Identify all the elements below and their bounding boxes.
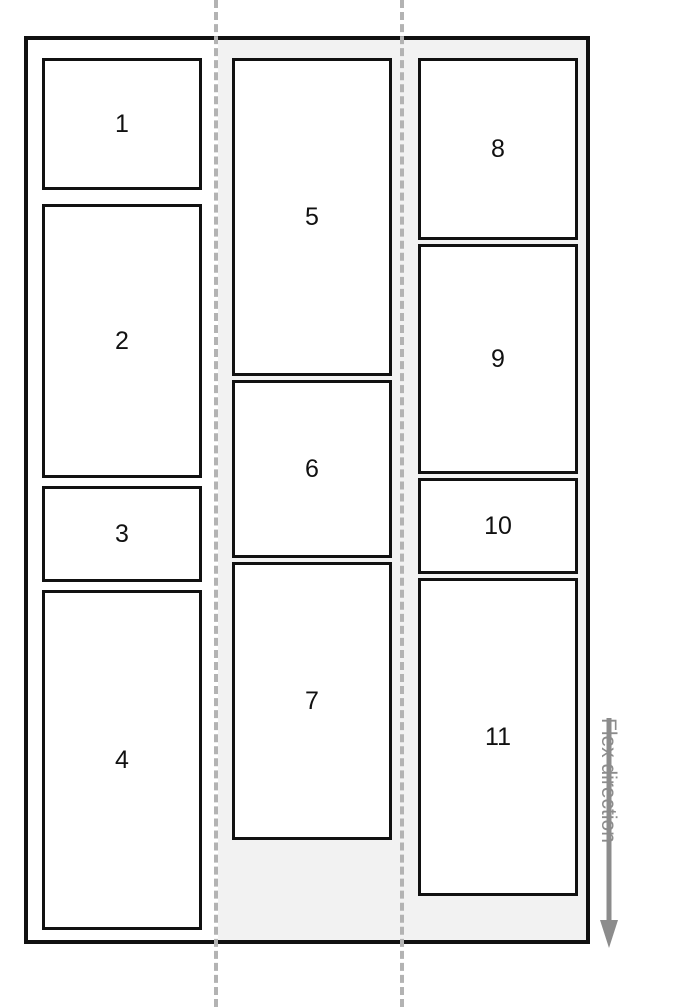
flex-direction-label: Flex direction (597, 718, 620, 843)
flex-direction-annotation (597, 718, 666, 950)
flex-column-1 (28, 40, 218, 940)
column-divider-2 (400, 0, 404, 1007)
flex-item-1: 1 (42, 58, 202, 190)
flex-item-4: 4 (42, 590, 202, 930)
flex-item-7: 7 (232, 562, 392, 840)
column-divider-1 (214, 0, 218, 1007)
flex-item-6: 6 (232, 380, 392, 558)
flex-container (24, 36, 590, 944)
flex-column-2 (218, 40, 404, 940)
flex-item-8: 8 (418, 58, 578, 240)
flex-column-3 (404, 40, 586, 940)
flex-item-2: 2 (42, 204, 202, 478)
flex-item-9: 9 (418, 244, 578, 474)
flex-item-11: 11 (418, 578, 578, 896)
flex-item-10: 10 (418, 478, 578, 574)
flex-item-5: 5 (232, 58, 392, 376)
flex-item-3: 3 (42, 486, 202, 582)
